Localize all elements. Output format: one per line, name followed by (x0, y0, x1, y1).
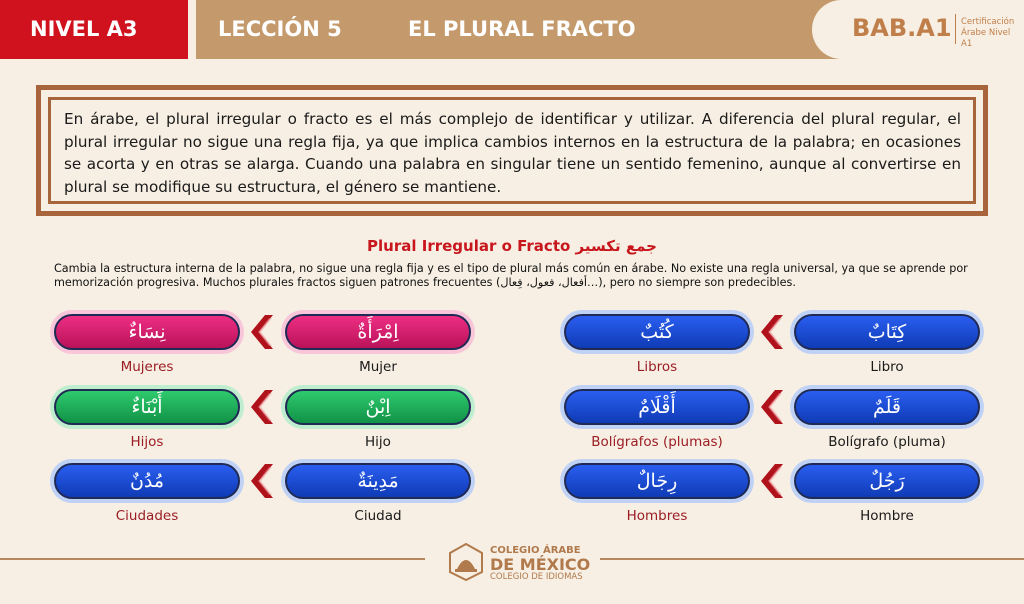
plural-pill: نِسَاءٌ (54, 314, 240, 350)
school-emblem-icon (448, 543, 484, 581)
plural-translation: Ciudades (115, 508, 179, 524)
singular-pill: رَجُلٌ (794, 463, 980, 499)
footer-divider-left (0, 558, 425, 560)
plural-pill: أَبْنَاءٌ (54, 389, 240, 425)
plural-pill: رِجَالٌ (564, 463, 750, 499)
intro-text: En árabe, el plural irregular o fracto es el más complejo de identificar y utilizar. A diferencia del plural regular, el plural irregular no sigue una regla fija, ya que implica cambios internos en la estructura de la palabra; en ocasiones se acorta y en otras se alarga. Cuando una palabra en singular tiene un sentido femenino, aunque al convertirse en plural se modifique su estructura, el género se mantiene. (64, 110, 961, 196)
arrow-left-icon (761, 315, 783, 349)
singular-translation: Ciudad (354, 508, 402, 524)
lesson-label: LECCIÓN 5 (218, 17, 342, 41)
section-title: Plural Irregular o Fracto جمع تكسير (367, 237, 657, 255)
singular-translation: Mujer (359, 359, 397, 375)
topic-title: EL PLURAL FRACTO (408, 17, 636, 41)
footer-line-1: COLEGIO ÁRABE (490, 545, 581, 556)
plural-pill: مُدُنٌ (54, 463, 240, 499)
plural-pill: أَقْلَامٌ (564, 389, 750, 425)
footer-line-2: DE MÉXICO (490, 555, 591, 574)
level-badge: NIVEL A3 (0, 0, 188, 59)
brand-logo (812, 0, 1024, 59)
plural-pill: كُتُبٌ (564, 314, 750, 350)
plural-translation: Hijos (130, 434, 164, 450)
singular-pill: قَلَمٌ (794, 389, 980, 425)
arrow-left-icon (761, 390, 783, 424)
footer-line-3: COLEGIO DE IDIOMAS (490, 572, 583, 582)
footer-divider-right (600, 558, 1024, 560)
singular-translation: Libro (870, 359, 904, 375)
singular-translation: Hombre (860, 508, 914, 524)
brand-name: BAB.A1 (852, 14, 952, 42)
singular-pill: كِتَابٌ (794, 314, 980, 350)
arrow-left-icon (761, 464, 783, 498)
plural-translation: Hombres (626, 508, 688, 524)
certification-label: Certificación Árabe Nivel A1 (961, 17, 1015, 49)
arrow-left-icon (251, 464, 273, 498)
plural-translation: Mujeres (120, 359, 174, 375)
brand-divider (955, 14, 956, 44)
header-bar (196, 0, 900, 59)
singular-pill: مَدِينَةٌ (285, 463, 471, 499)
arrow-left-icon (251, 315, 273, 349)
arrow-left-icon (251, 390, 273, 424)
plural-translation: Bolígrafos (plumas) (591, 434, 723, 450)
singular-translation: Hijo (365, 434, 391, 450)
intro-box (36, 85, 988, 216)
singular-pill: اِبْنٌ (285, 389, 471, 425)
intro-box-inner (48, 97, 976, 204)
singular-pill: اِمْرَأَةٌ (285, 314, 471, 350)
footer-school-name (490, 545, 590, 582)
section-description: Cambia la estructura interna de la palabra, no sigue una regla fija y es el tipo de plural más común en árabe. No existe una regla universal, ya que se aprende por memorización progresiva. Muchos plurales fractos siguen patrones frecuentes (أفعال، فعول، فِعال…), pero no siempre son predecibles. (54, 262, 968, 289)
plural-translation: Libros (636, 359, 678, 375)
singular-translation: Bolígrafo (pluma) (828, 434, 946, 450)
